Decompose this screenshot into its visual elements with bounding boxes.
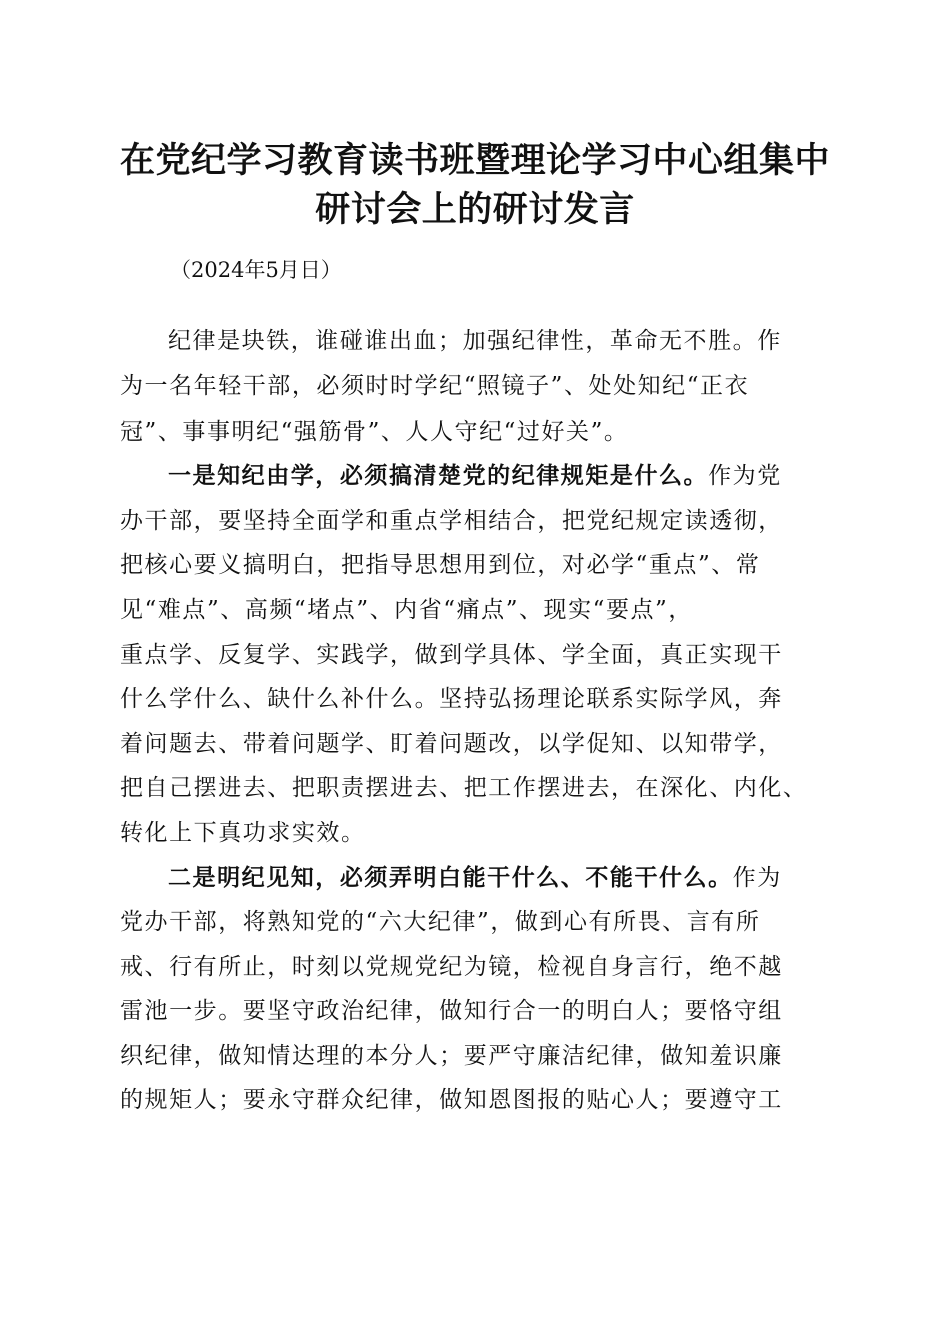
paragraph-2-line-1 (168, 461, 840, 491)
paragraph-1-line-1: 纪律是块铁，谁碰谁出血；加强纪律性，革命无不胜。作 (168, 328, 782, 354)
document-date: （2024年5月日） (170, 258, 342, 282)
paragraph-2-line-9: 转化上下真功求实效。 (120, 820, 366, 846)
paragraph-2-line-3: 把核心要义搞明白，把指导思想用到位，对必学“重点”、常 (120, 552, 761, 578)
paragraph-2-line-4: 见“难点”、高频“堵点”、内省“痛点”、现实“要点”， (120, 597, 693, 623)
paragraph-3-line-3: 戒、行有所止，时刻以党规党纪为镜，检视自身言行，绝不越 (120, 954, 783, 980)
paragraph-2-line-8: 把自己摆进去、把职责摆进去、把工作摆进去，在深化、内化、 (120, 775, 808, 801)
paragraph-2-line-5: 重点学、反复学、实践学，做到学具体、学全面，真正实现干 (120, 642, 783, 668)
paragraph-3-line-5: 织纪律，做知情达理的本分人；要严守廉洁纪律，做知羞识廉 (120, 1043, 783, 1069)
paragraph-2-lead: 一是知纪由学，必须搞清楚党的纪律规矩是什么。 (168, 462, 709, 489)
paragraph-2-line-7: 着问题去、带着问题学、盯着问题改，以学促知、以知带学， (120, 731, 783, 757)
paragraph-3-line-6: 的规矩人；要永守群众纪律，做知恩图报的贴心人；要遵守工 (120, 1087, 783, 1113)
paragraph-2-line-6: 什么学什么、缺什么补什么。坚持弘扬理论联系实际学风，奔 (120, 686, 783, 712)
document-title-line-2: 研讨会上的研讨发言 (315, 189, 635, 230)
document-title-line-1: 在党纪学习教育读书班暨理论学习中心组集中 (119, 140, 830, 181)
paragraph-3-first-rest: 作为 (732, 865, 782, 891)
paragraph-2-line-2: 办干部，要坚持全面学和重点学相结合，把党纪规定读透彻， (120, 508, 783, 534)
paragraph-3-line-1 (168, 863, 840, 893)
paragraph-3-line-2: 党办干部，将熟知党的“六大纪律”，做到心有所畏、言有所 (120, 909, 761, 935)
paragraph-1-line-2: 为一名年轻干部，必须时时学纪“照镜子”、处处知纪“正衣 (120, 373, 750, 399)
paragraph-2-first-rest: 作为党 (708, 463, 782, 489)
paragraph-3-lead: 二是明纪见知，必须弄明白能干什么、不能干什么。 (168, 864, 733, 891)
paragraph-3-line-4: 雷池一步。要坚守政治纪律，做知行合一的明白人；要恪守组 (120, 998, 783, 1024)
paragraph-1-line-3: 冠”、事事明纪“强筋骨”、人人守纪“过好关”。 (120, 419, 629, 445)
